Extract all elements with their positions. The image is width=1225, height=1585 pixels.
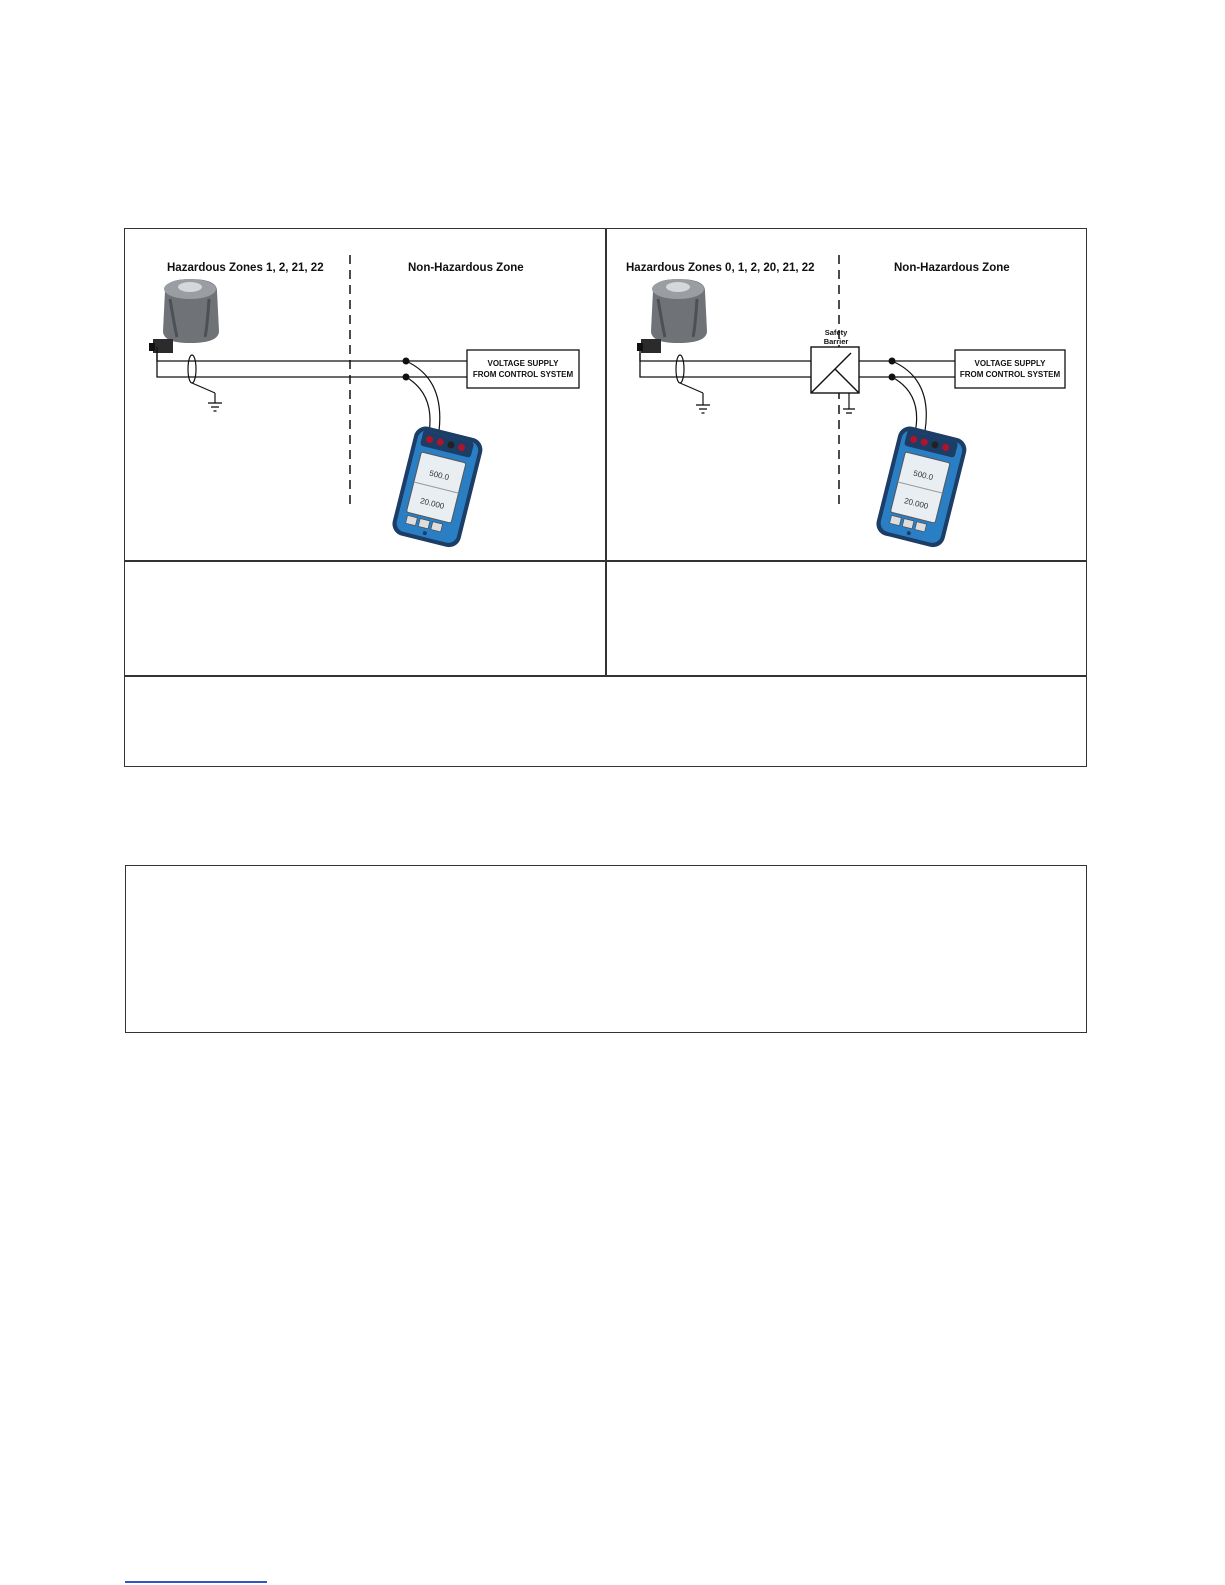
note-box <box>125 865 1087 1033</box>
left-positioner-icon <box>149 279 219 353</box>
left-voltage-supply-box <box>467 350 579 388</box>
right-positioner-icon <box>637 279 707 353</box>
barrier-label-1: Safety <box>824 328 848 337</box>
left-ground-icon <box>208 403 222 411</box>
right-supply-label-2: FROM CONTROL SYSTEM <box>959 370 1061 379</box>
right-safe-zone-label: Non-Hazardous Zone <box>894 262 1010 274</box>
left-supply-label-2: FROM CONTROL SYSTEM <box>472 370 574 379</box>
left-diagram-svg <box>125 229 606 559</box>
right-calibrator-icon <box>874 424 969 550</box>
right-cable-shield <box>676 355 684 383</box>
left-cable-shield <box>188 355 196 383</box>
left-calibrator-reading-top: 500.0 <box>428 468 451 483</box>
left-calibrator-icon <box>390 424 485 550</box>
right-hazardous-zone-label: Hazardous Zones 0, 1, 2, 20, 21, 22 <box>626 262 815 274</box>
left-hazardous-zone-label: Hazardous Zones 1, 2, 21, 22 <box>167 262 324 274</box>
right-calibrator-reading-bottom: 20.000 <box>903 496 930 511</box>
left-supply-label-1: VOLTAGE SUPPLY <box>487 359 559 368</box>
right-caption-cell <box>607 562 1086 675</box>
diagram-table <box>124 228 1087 767</box>
right-ground-icon <box>696 405 710 413</box>
right-diagram-svg <box>607 229 1086 559</box>
right-calibrator-reading-top: 500.0 <box>912 468 935 483</box>
right-supply-label-1: VOLTAGE SUPPLY <box>974 359 1046 368</box>
barrier-label-2: Barrier <box>823 337 849 346</box>
footer-link-underline[interactable] <box>125 1581 267 1583</box>
left-wiring-diagram <box>125 229 606 561</box>
left-calibrator-reading-bottom: 20.000 <box>419 496 446 511</box>
left-caption-cell <box>125 562 605 675</box>
right-voltage-supply-box <box>955 350 1065 388</box>
right-wiring-diagram <box>607 229 1086 561</box>
shared-note-cell <box>125 677 1086 765</box>
safety-barrier-icon <box>811 347 859 413</box>
left-safe-zone-label: Non-Hazardous Zone <box>408 262 524 274</box>
